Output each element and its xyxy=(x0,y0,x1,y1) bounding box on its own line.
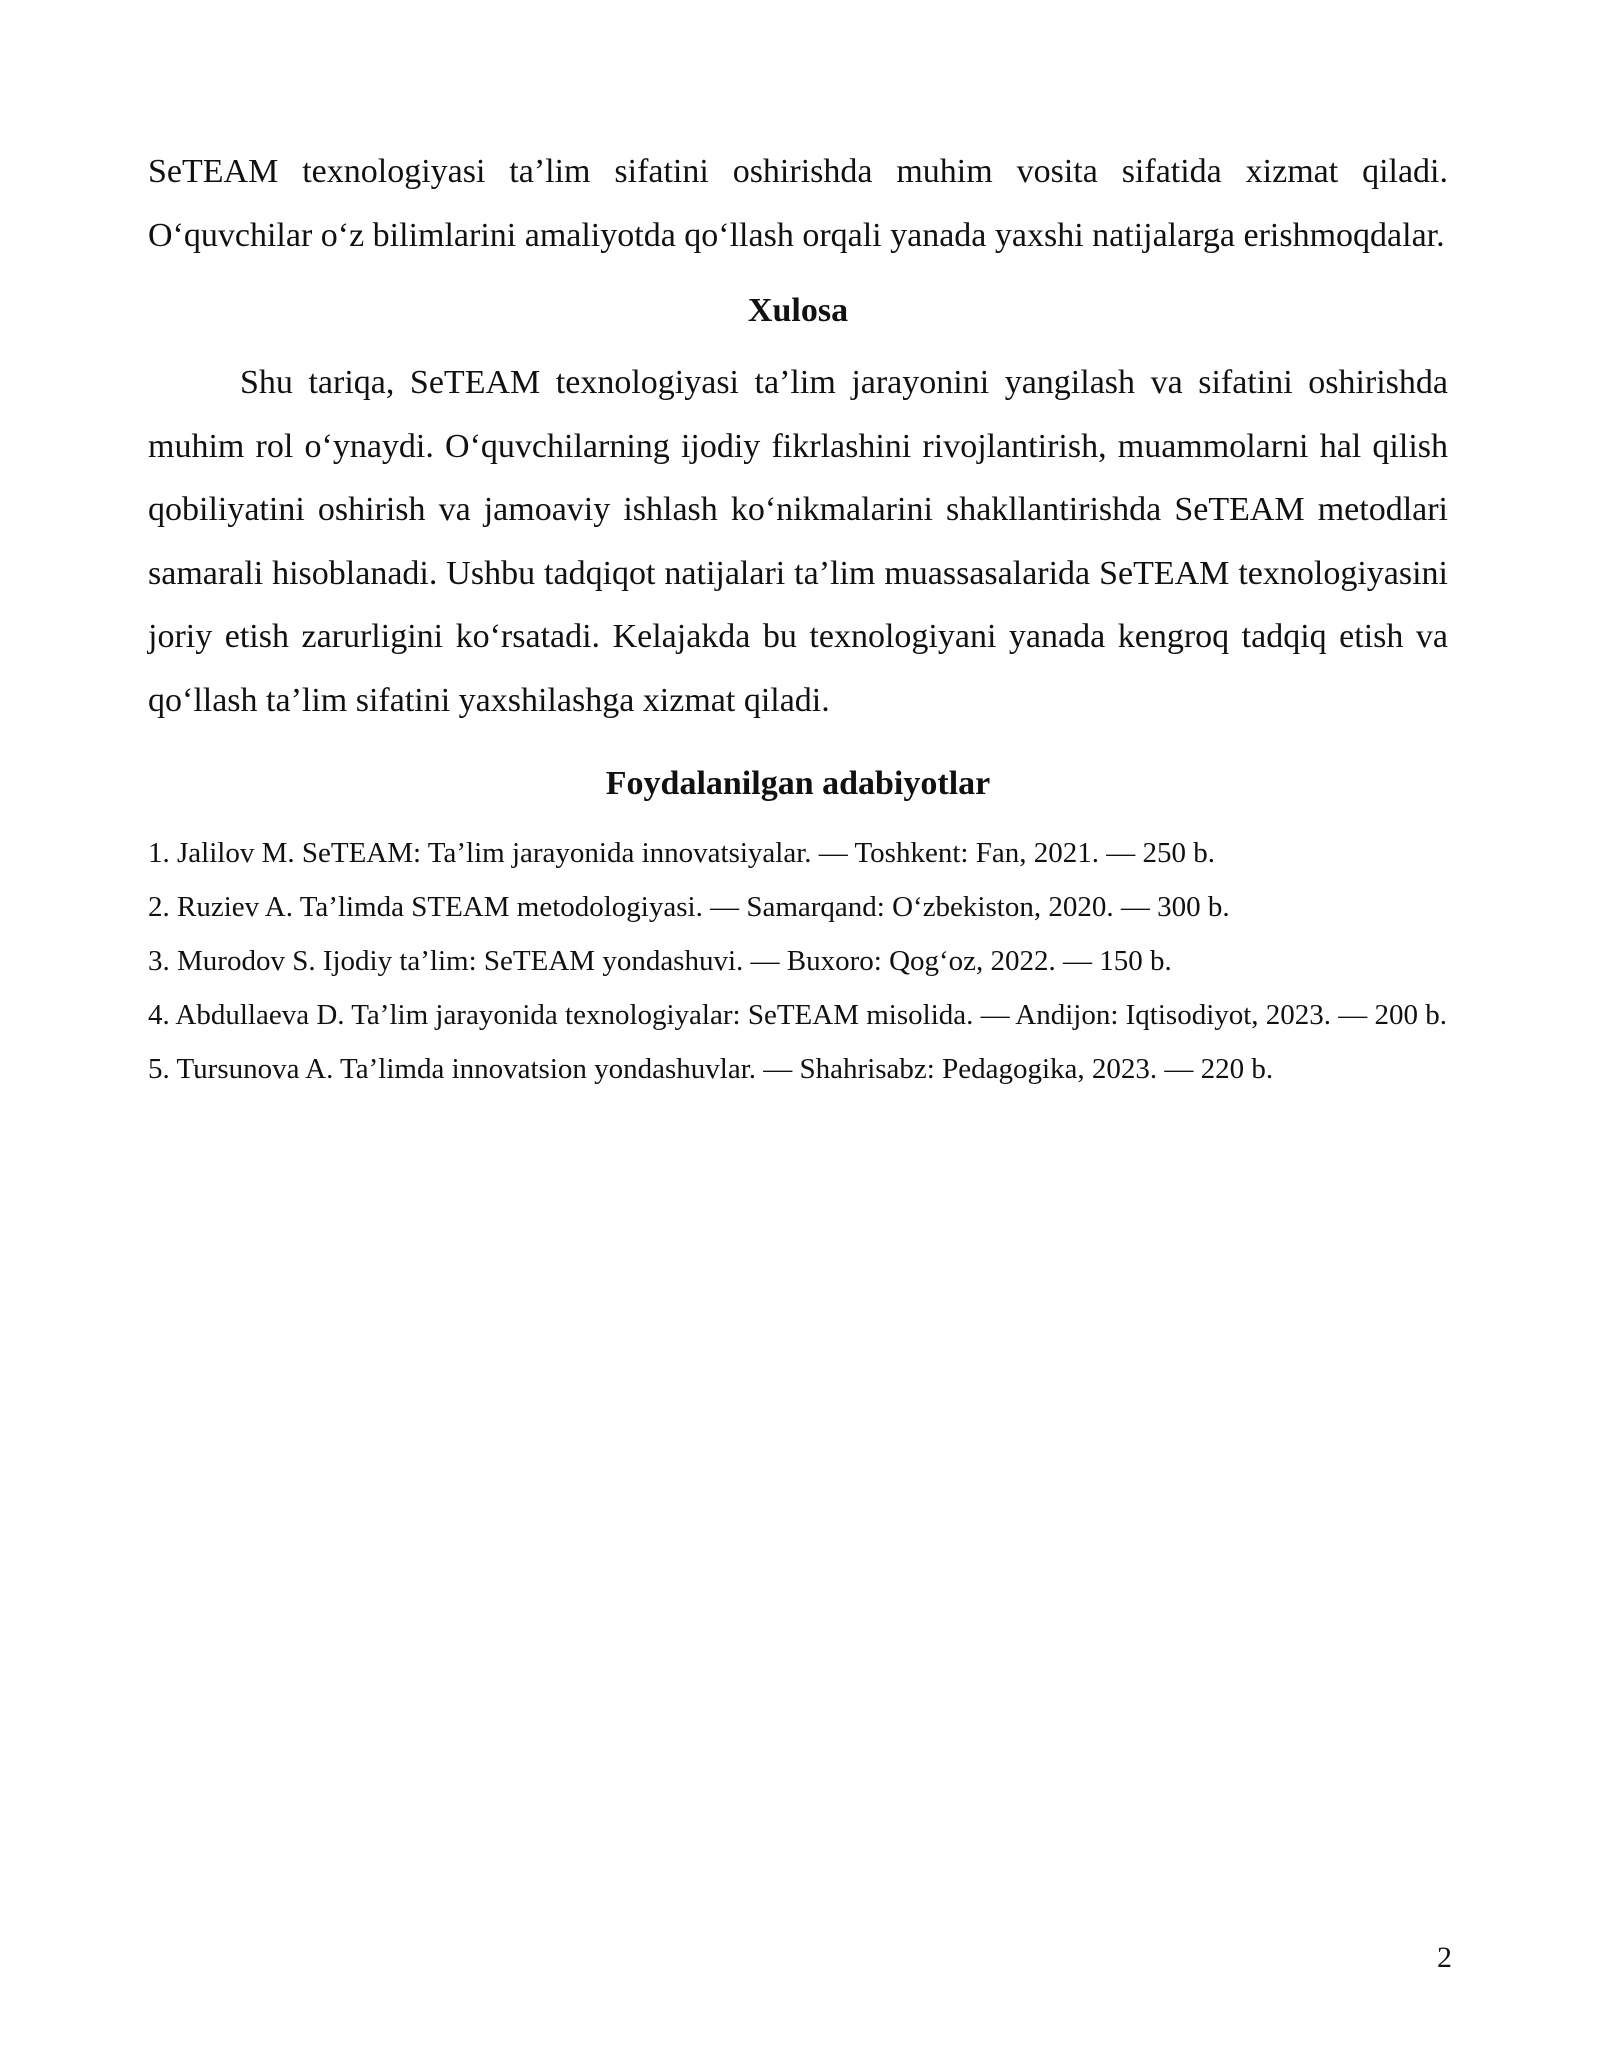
reference-item: 3. Murodov S. Ijodiy ta’lim: SeTEAM yondashuvi. — Buxoro: Qog‘oz, 2022. — 150 b. xyxy=(148,945,1172,977)
intro-paragraph: SeTEAM texnologiyasi ta’lim sifatini oshirishda muhim vosita sifatida xizmat qiladi. O‘quvchilar o‘z bilimlarini amaliyotda qo‘llash orqali yanada yaxshi natijalarga erishmoqdalar. xyxy=(148,153,1448,254)
reference-item: 2. Ruziev A. Ta’limda STEAM metodologiyasi. — Samarqand: O‘zbekiston, 2020. — 300 b. xyxy=(148,891,1230,923)
page-number: 2 xyxy=(1437,1941,1452,1974)
reference-item: 4. Abdullaeva D. Ta’lim jarayonida texnologiyalar: SeTEAM misolida. — Andijon: Iqtisodiyot, 2023. — 200 b. xyxy=(148,999,1448,1031)
reference-item: 5. Tursunova A. Ta’limda innovatsion yondashuvlar. — Shahrisabz: Pedagogika, 2023. — 220 b. xyxy=(148,1053,1274,1085)
conclusion-paragraph: Shu tariqa, SeTEAM texnologiyasi ta’lim jarayonini yangilash va sifatini oshirishda muhim rol o‘ynaydi. O‘quvchilarning ijodiy fikrlashini rivojlantirish, muammolarni hal qilish qobiliyatini oshirish va jamoaviy ishlash ko‘nikmalarini shakllantirishda SeTEAM metodlari samarali hisoblanadi. Ushbu tadqiqot natijalari ta’lim muassasalarida SeTEAM texnologiyasini joriy etish zarurligini ko‘rsatadi. Kelajakda bu texnologiyani yanada kengroq tadqiq etish va qo‘llash ta’lim sifatini yaxshilashga xizmat qiladi. xyxy=(148,364,1448,719)
conclusion-heading: Xulosa xyxy=(747,292,849,329)
references-heading: Foydalanilgan adabiyotlar xyxy=(605,765,991,802)
page-content xyxy=(148,140,1448,1096)
references-list xyxy=(148,826,1448,1096)
reference-item: 1. Jalilov M. SeTEAM: Ta’lim jarayonida innovatsiyalar. — Toshkent: Fan, 2021. — 250 b. xyxy=(148,837,1215,869)
